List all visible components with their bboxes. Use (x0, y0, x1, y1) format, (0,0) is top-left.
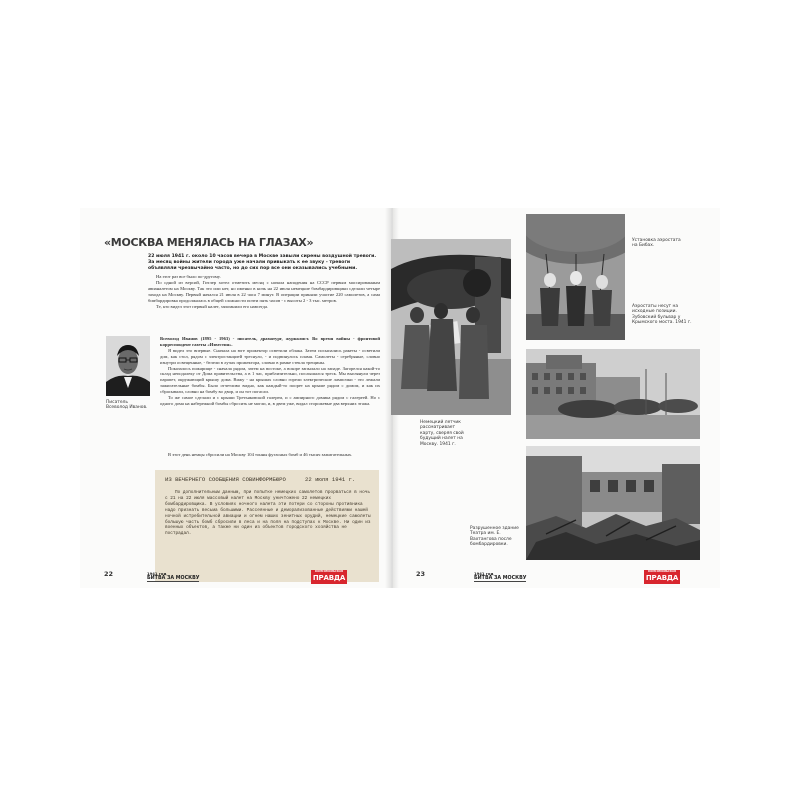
footer-title: БИТВА ЗА МОСКВУ (474, 576, 527, 581)
newspaper-logo (644, 570, 680, 584)
caption-balloon-install: Установка аэростата на Бибах. (632, 238, 681, 249)
document-paragraph: По дополнительным данным, при попытке немецких самолетов прорваться в ночь с 21 на 22 июля массовый налет на Москву уничтожено 22 немецких бомбардировщика. В условиях ночного налета эти потери со стороны противника надо признать весьма большими. Рассеянные и деморализованные действиями нашей ночной истребительной авиации и огнем наших зенитных орудий, немецкие самолеты большую часть бомб сбросили в леса и на поля на подступах к Москве. Ни один из военных объектов, а также ни один из объектов городского хозяйства не пострадал. (165, 490, 371, 537)
memoir-paragraph: Показалось пожарище - сначала рядом, затем на востоке, а вскоре запылало на западе. Загорелся какой-то склад неподалеку от Дома правительства, а в 1 час, приблизительно, послышался треск. Мы выглянули через парапет, окружающий крышу дома. Вижу - на крышах словно горели электрические лампочки - это лежали зажигательные бомбы. Было отчетливо видно, как каждый-то поорет на крыше рядом с домом, и как их сбрасывали, словно на бомбу во двор, и он тот погасли. (160, 365, 380, 395)
footer-right (474, 572, 526, 582)
logo-big-text: ПРАВДА (312, 574, 346, 582)
memoir-paragraph: Я видел это впервые. Сначала на юге прожектор осветили облака. Затем посыпались ракеты - осветили дом, как стол, рядом с электростанцией треснуло, - и подвинулось пламя. Самолеты - серебряные, словно изнутри освещенные, - белели в лучах прожектора, словно в рамке стекла трещины. (160, 347, 380, 365)
document-date: 22 июля 1941 г. (305, 476, 356, 483)
page-number-left: 22 (104, 570, 114, 578)
photo-pilots (391, 239, 511, 415)
article-lead: 22 июля 1941 г. около 10 часов вечера в Москве завыли сирены воздушной тревоги. За месяц войны жители города уже начали привыкать к ее звуку - тревоги объявляли чрезвычайно часто, но до сих пор все они оказывались учебными. (148, 254, 377, 272)
caption-pilots: Немецкий летчик рассматривает карту, сверяя свой будущий налет на Москву. 1941 г. (420, 420, 464, 447)
footer-year: 1941 год (147, 571, 167, 576)
closing-text (160, 452, 380, 458)
caption-balloons-street: Аэростаты несут на исходные позиции. Зубовский бульвар у Крымского моста. 1941 г. (632, 304, 692, 326)
page-number-right: 23 (416, 570, 426, 578)
sovinformburo-document (155, 470, 379, 582)
footer-left (147, 572, 199, 582)
photo-balloons-street (526, 349, 700, 439)
memoir-text (160, 336, 380, 407)
logo-small-text: КОМСОМОЛЬСКАЯ (315, 570, 343, 573)
intro-text (148, 274, 380, 309)
intro-paragraph: По одной из версий, Гитлер хотел отметить месяц с начала нападения на СССР первым массированным авианалетом на Москву. Так это или нет, но именно в ночь на 22 июля немецкие бомбардировщики сделали четыре захода на Москву. Первый начался 21 июля в 22 часа 7 минут. В операции приняли участие 220 самолетов, а сама бомбардировка продолжалась в общей сложности почти пять часов - с высоты 2 - 3 тыс. метров. (148, 279, 380, 303)
footer-title: БИТВА ЗА МОСКВУ (147, 576, 200, 581)
article-title: «МОСКВА МЕНЯЛАСЬ НА ГЛАЗАХ» (104, 236, 314, 249)
portrait-caption: Писатель Всеволод Иванов. (106, 400, 148, 411)
witness-intro: Всеволод Иванов (1895 - 1963) - писатель, драматург, журналист. Во время войны - фронтовой корреспондент газеты «Известия». (160, 336, 380, 347)
logo-small-text: КОМСОМОЛЬСКАЯ (648, 570, 676, 573)
photo-theatre-ruins (526, 446, 700, 560)
intro-paragraph: На этот раз все было по-другому. (156, 274, 221, 279)
document-body (165, 490, 371, 537)
portrait-photo (106, 336, 150, 396)
logo-big-text: ПРАВДА (645, 574, 679, 582)
caption-theatre: Разрушенное здание Театра им. Е. Вахтангова после бомбардировки. (470, 526, 519, 548)
newspaper-logo (311, 570, 347, 584)
closing-paragraph: В этот день немцы сбросили на Москву 104 тонны фугасных бомб и 46 тысяч зажигательных. (168, 452, 353, 457)
intro-paragraph: Те, кто видел этот первый налет, запомнили его навсегда. (156, 303, 269, 309)
document-heading: ИЗ ВЕЧЕРНЕГО СООБЩЕНИЯ СОВИНФОРМБЮРО (165, 476, 286, 483)
footer-year: 1941 год (474, 571, 494, 576)
photo-balloon-install (526, 214, 625, 340)
memoir-paragraph: То же самое сделали и с крыши Третьяковской галереи, и с ампирного домика рядом с галереей. Но с одного дома на набережной бомбы сбросить не могли, и, в двем уже, видал сторожевые два верхних этажа. (160, 395, 380, 406)
